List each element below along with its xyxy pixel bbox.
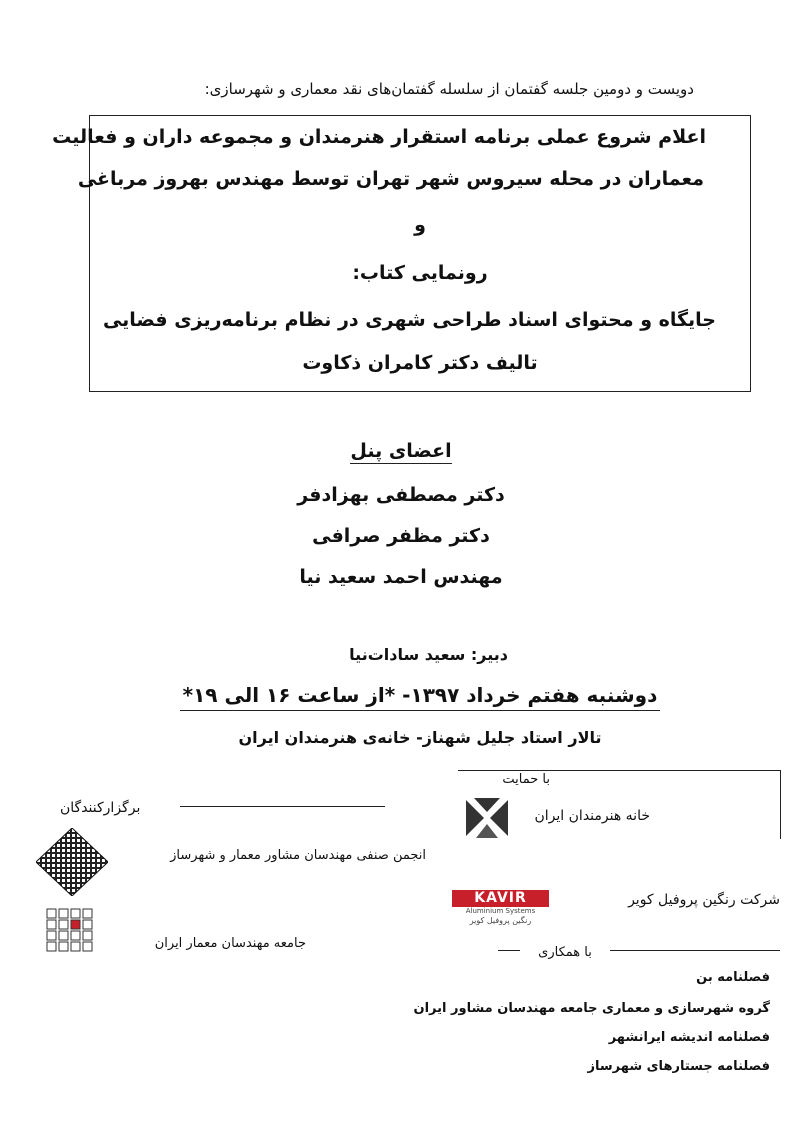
panel-title: اعضای پنل — [350, 440, 452, 462]
architects-society-logo — [46, 908, 96, 952]
organizers-rule — [180, 806, 385, 807]
panel-member: دکتر مصطفی بهزادفر — [297, 484, 505, 506]
sponsor-company: شرکت رنگین پروفیل کویر — [628, 892, 780, 908]
house-of-artists-logo — [462, 796, 512, 840]
event-venue: تالار استاد جلیل شهناز- خانه‌ی هنرمندان ایران — [238, 728, 602, 747]
panel-member: دکتر مظفر صرافی — [312, 525, 490, 547]
consulting-engineers-association-logo — [36, 828, 108, 896]
kavir-logo-fa: رنگین پروفیل کویر — [469, 916, 532, 925]
title-line-2: معماران در محله سیروس شهر تهران توسط مهندس بهروز مرباغی — [77, 168, 704, 190]
partner-item: فصلنامه اندیشه ایرانشهر — [608, 1030, 770, 1045]
book-launch-label: رونمایی کتاب: — [352, 262, 488, 284]
kavir-logo-sub: Aluminium Systems — [465, 907, 536, 915]
secretary: دبیر: سعید سادات‌نیا — [349, 645, 508, 664]
title-line-3: و — [414, 214, 426, 236]
house-of-artists-text: خانه هنرمندان ایران — [534, 808, 650, 824]
title-line-1: اعلام شروع عملی برنامه استقرار هنرمندان و مجموعه داران و فعالیت — [52, 126, 706, 148]
event-date: دوشنبه هفتم خرداد ۱۳۹۷- *از ساعت ۱۶ الی ۱۹* — [180, 683, 660, 711]
series-header: دویست و دومین جلسه گفتمان از سلسله گفتمان‌های نقد معماری و شهرسازی: — [204, 80, 694, 98]
kavir-logo — [452, 890, 549, 930]
book-title: جایگاه و محتوای اسناد طراحی شهری در نظام برنامه‌ریزی فضایی — [102, 309, 716, 331]
support-label: با حمایت — [502, 772, 550, 787]
cooperation-label: با همکاری — [520, 945, 610, 960]
panel-member: مهندس احمد سعید نیا — [299, 566, 503, 588]
partner-item: گروه شهرسازی و معماری جامعه مهندسان مشاور ایران — [413, 1001, 770, 1016]
partner-item: فصلنامه جستارهای شهرساز — [587, 1059, 770, 1074]
organizers-label: برگزارکنندگان — [60, 800, 141, 816]
organizer-1: انجمن صنفی مهندسان مشاور معمار و شهرساز — [170, 848, 426, 863]
organizer-2: جامعه مهندسان معمار ایران — [154, 936, 306, 951]
book-author: تالیف دکتر کامران ذکاوت — [302, 352, 538, 374]
kavir-logo-mark: KAVIR — [452, 890, 549, 907]
partner-item: فصلنامه بن — [696, 970, 770, 985]
title-box — [52, 115, 751, 392]
